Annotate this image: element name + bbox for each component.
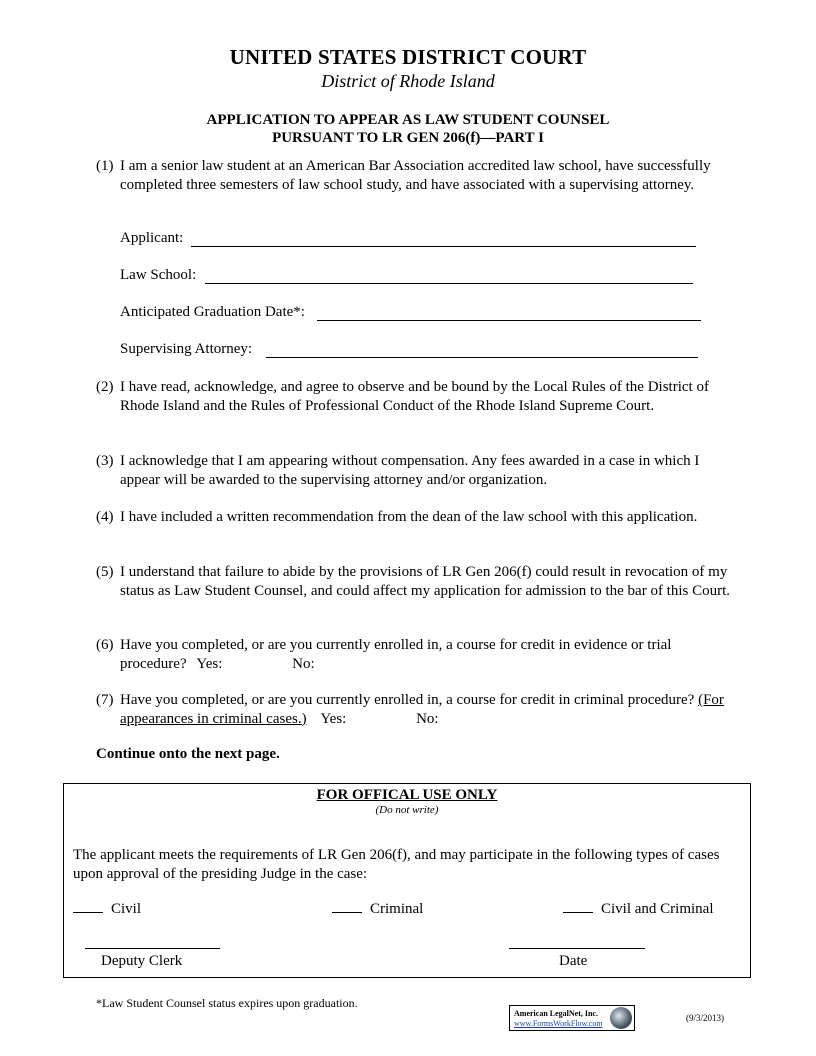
applicant-line[interactable] — [191, 246, 696, 247]
yes-option[interactable]: Yes: — [196, 655, 223, 672]
yes-option[interactable]: Yes: — [320, 710, 347, 727]
date-signature-line[interactable] — [509, 948, 645, 949]
criminal-cases-note: (For appearances in criminal cases.) — [120, 692, 724, 727]
official-use-title: FOR OFFICAL USE ONLY — [316, 787, 498, 803]
option-blank[interactable] — [73, 898, 103, 913]
graduation-date-line[interactable] — [317, 320, 701, 321]
globe-icon — [610, 1007, 632, 1029]
supervising-attorney-field[interactable] — [120, 341, 700, 361]
continue-note: Continue onto the next page. — [96, 746, 280, 762]
law-school-field[interactable] — [120, 267, 695, 287]
district-name: District of Rhode Island — [321, 71, 495, 91]
item-1 — [96, 157, 736, 194]
item-text: I acknowledge that I am appearing without compensation. Any fees awarded in a case in which I appear will be awarded to the supervising attorney and/or organization. — [120, 453, 700, 488]
supervising-attorney-label: Supervising Attorney: — [120, 341, 253, 357]
item-number: (5) — [96, 564, 114, 580]
item-5 — [96, 563, 736, 600]
item-text: I understand that failure to abide by the provisions of LR Gen 206(f) could result in revocation of my status as Law Student Counsel, and could affect my application for admission to the bar of this Court. — [120, 564, 731, 599]
item-text: I have included a written recommendation from the dean of the law school with this application. — [120, 509, 698, 525]
form-title-line-1: APPLICATION TO APPEAR AS LAW STUDENT COUNSEL — [206, 112, 610, 128]
option-criminal[interactable]: Criminal — [332, 898, 423, 918]
form-version-date: (9/3/2013) — [686, 1013, 724, 1023]
applicant-label: Applicant: — [120, 230, 184, 246]
no-option[interactable]: No: — [416, 710, 439, 727]
law-school-label: Law School: — [120, 267, 197, 283]
item-text: I am a senior law student at an American Bar Association accredited law school, have successfully completed three semesters of law school study, and have associated with a supervising attorney. — [120, 158, 711, 193]
official-use-subtitle: (Do not write) — [375, 804, 439, 816]
item-number: (4) — [96, 509, 114, 525]
court-title: UNITED STATES DISTRICT COURT — [229, 45, 587, 69]
date-label: Date — [559, 953, 588, 969]
item-number: (2) — [96, 379, 114, 395]
item-number: (1) — [96, 158, 114, 174]
footnote: *Law Student Counsel status expires upon graduation. — [96, 996, 358, 1010]
option-civil[interactable]: Civil — [73, 898, 141, 918]
option-civil-and-criminal[interactable]: Civil and Criminal — [563, 898, 714, 918]
form-title-line-2: PURSUANT TO LR GEN 206(f)—PART I — [272, 130, 544, 146]
law-school-line[interactable] — [205, 283, 693, 284]
item-number: (6) — [96, 637, 114, 653]
item-7 — [96, 691, 736, 728]
item-2 — [96, 378, 736, 415]
legalnet-logo[interactable] — [509, 1005, 635, 1031]
deputy-clerk-signature-line[interactable] — [85, 948, 220, 949]
option-blank[interactable] — [332, 898, 362, 913]
graduation-date-field[interactable] — [120, 304, 703, 324]
item-4 — [96, 508, 736, 527]
applicant-field[interactable] — [120, 230, 698, 250]
item-6 — [96, 636, 736, 673]
item-3 — [96, 452, 736, 489]
item-text: Have you completed, or are you currently enrolled in, a course for credit in criminal procedure? — [120, 692, 695, 708]
no-option[interactable]: No: — [292, 655, 315, 672]
official-use-text: The applicant meets the requirements of LR Gen 206(f), and may participate in the following types of cases upon approval of the presiding Judge in the case: — [73, 847, 720, 882]
item-text: I have read, acknowledge, and agree to observe and be bound by the Local Rules of the District of Rhode Island and the Rules of Professional Conduct of the Rhode Island Supreme Court. — [120, 379, 709, 414]
item-number: (7) — [96, 692, 114, 708]
item-number: (3) — [96, 453, 114, 469]
graduation-date-label: Anticipated Graduation Date*: — [120, 304, 305, 320]
supervising-attorney-line[interactable] — [266, 357, 698, 358]
logo-url-link[interactable]: www.FormsWorkFlow.com — [514, 1019, 603, 1028]
option-blank[interactable] — [563, 898, 593, 913]
logo-name: American LegalNet, Inc. — [514, 1009, 598, 1018]
deputy-clerk-label: Deputy Clerk — [101, 953, 183, 969]
item-text: Have you completed, or are you currently enrolled in, a course for credit in evidence or trial procedure? — [120, 637, 672, 672]
